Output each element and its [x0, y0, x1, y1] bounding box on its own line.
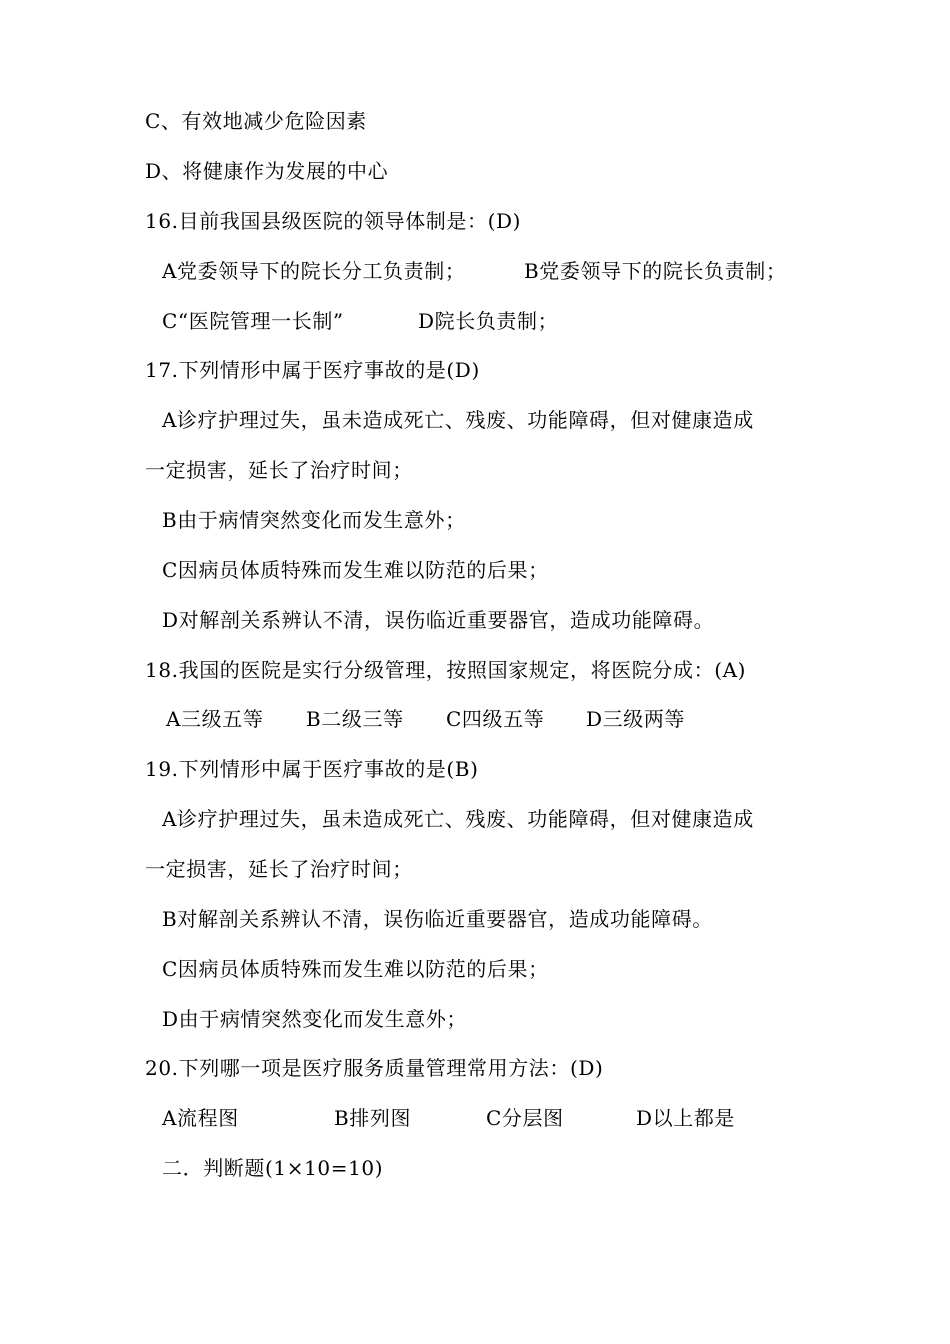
question-16: 16.目前我国县级医院的领导体制是：(D) [145, 209, 522, 233]
q17-option-a-line1: A诊疗护理过失，虽未造成死亡、残废、功能障碍，但对健康造成 [162, 408, 754, 432]
q18-option-d: D三级两等 [586, 707, 686, 731]
question-17: 17.下列情形中属于医疗事故的是(D) [145, 358, 480, 382]
q16-option-b: B党委领导下的院长负责制； [524, 259, 787, 283]
q19-option-d: D由于病情突然变化而发生意外； [162, 1007, 468, 1031]
q20-option-b: B排列图 [334, 1106, 412, 1130]
option-c-prev: C、有效地减少危险因素 [145, 109, 367, 133]
option-d-prev: D、将健康作为发展的中心 [145, 159, 389, 183]
q17-option-d: D对解剖关系辨认不清，误伤临近重要器官，造成功能障碍。 [162, 608, 715, 632]
q17-option-a-line2: 一定损害，延长了治疗时间； [145, 458, 413, 482]
q20-option-a: A流程图 [162, 1106, 239, 1130]
q19-option-b: B对解剖关系辨认不清，误伤临近重要器官，造成功能障碍。 [162, 907, 713, 931]
q19-option-a-line1: A诊疗护理过失，虽未造成死亡、残废、功能障碍，但对健康造成 [162, 807, 754, 831]
q19-option-c: C因病员体质特殊而发生难以防范的后果； [162, 957, 549, 981]
q18-option-a: A三级五等 [166, 707, 264, 731]
section-2-heading: 二．判断题(1×10=10) [162, 1156, 384, 1180]
q17-option-b: B由于病情突然变化而发生意外； [162, 508, 466, 532]
q16-option-c: C“医院管理一长制” [162, 309, 344, 333]
q18-option-c: C四级五等 [446, 707, 545, 731]
question-20: 20.下列哪一项是医疗服务质量管理常用方法：(D) [145, 1056, 604, 1080]
q17-option-c: C因病员体质特殊而发生难以防范的后果； [162, 558, 549, 582]
question-18: 18.我国的医院是实行分级管理，按照国家规定，将医院分成：(A) [145, 658, 747, 682]
q18-option-b: B二级三等 [306, 707, 404, 731]
q20-option-d: D以上都是 [636, 1106, 736, 1130]
question-19: 19.下列情形中属于医疗事故的是(B) [145, 757, 479, 781]
q19-option-a-line2: 一定损害，延长了治疗时间； [145, 857, 413, 881]
q16-option-d: D院长负责制； [418, 309, 559, 333]
q20-option-c: C分层图 [486, 1106, 564, 1130]
q16-option-a: A党委领导下的院长分工负责制； [162, 259, 466, 283]
